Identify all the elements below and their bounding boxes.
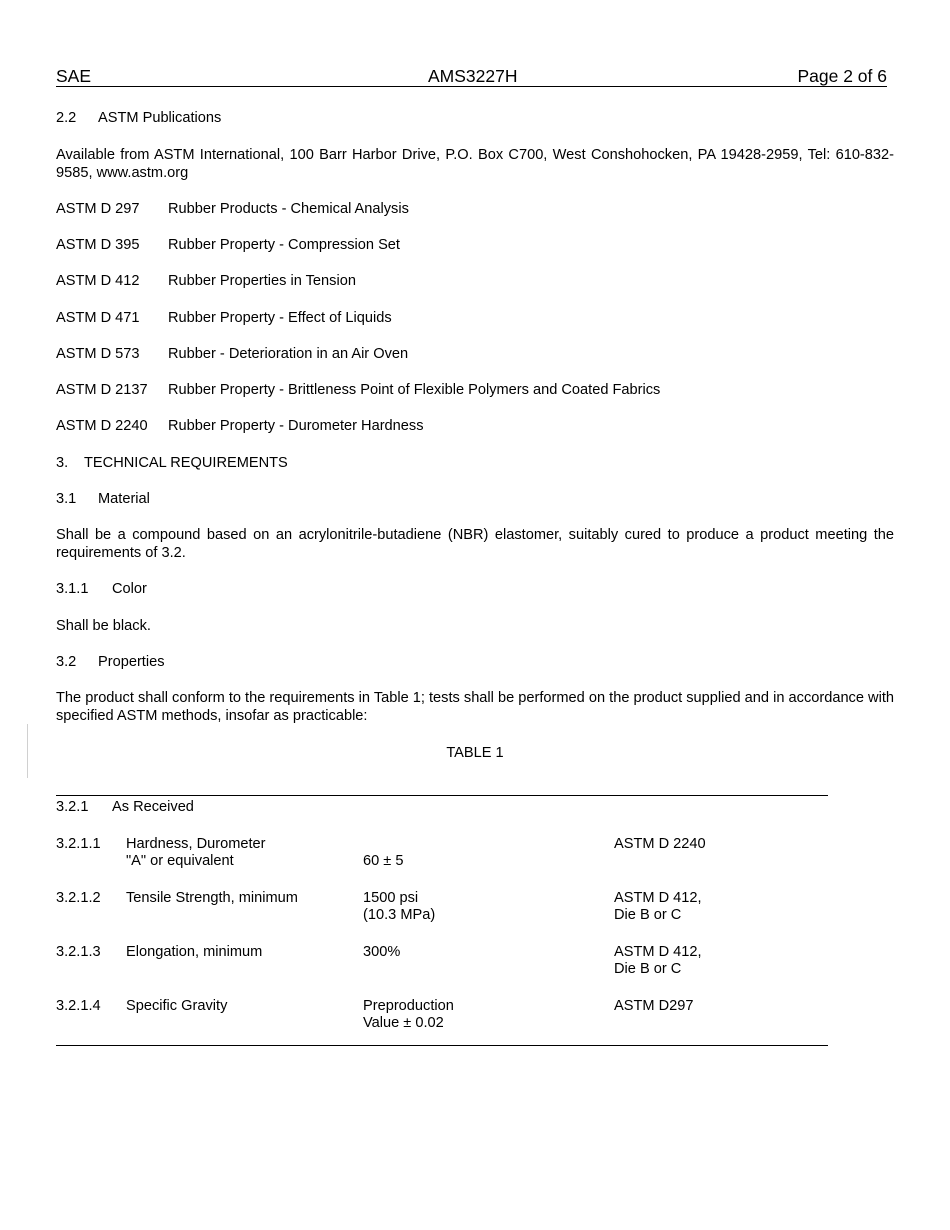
table-requirement: Preproduction xyxy=(363,998,454,1014)
table-requirement: 300% xyxy=(363,944,401,960)
ref-title: Rubber Products - Chemical Analysis xyxy=(168,201,409,217)
header-org: SAE xyxy=(56,66,92,86)
table-requirement: (10.3 MPa) xyxy=(363,907,436,923)
header-doc-number: AMS3227H xyxy=(428,66,518,86)
section-number-3-2: 3.2 xyxy=(56,654,77,670)
section-title-3-1: Material xyxy=(98,491,150,507)
table-property: Elongation, minimum xyxy=(126,944,263,960)
table-method: Die B or C xyxy=(614,961,682,977)
ref-code: ASTM D 573 xyxy=(56,346,140,362)
section-title-3: TECHNICAL REQUIREMENTS xyxy=(84,455,288,471)
section-title-2-2: ASTM Publications xyxy=(98,110,222,126)
section-title-3-1-1: Color xyxy=(112,581,147,597)
ref-code: ASTM D 412 xyxy=(56,273,140,289)
ref-title: Rubber Property - Effect of Liquids xyxy=(168,310,392,326)
table-group-number: 3.2.1 xyxy=(56,799,89,815)
ref-code: ASTM D 395 xyxy=(56,237,140,253)
header-rule xyxy=(56,86,887,87)
ref-title: Rubber Properties in Tension xyxy=(168,273,356,289)
table-method: ASTM D 412, xyxy=(614,944,702,960)
ref-title: Rubber Property - Durometer Hardness xyxy=(168,418,424,434)
color-paragraph: Shall be black. xyxy=(56,618,151,634)
section-number-3-1: 3.1 xyxy=(56,491,77,507)
table-method: ASTM D297 xyxy=(614,998,694,1014)
table-property: Tensile Strength, minimum xyxy=(126,890,298,906)
header-page: Page 2 of 6 xyxy=(797,66,887,86)
section-title-3-2: Properties xyxy=(98,654,165,670)
table-property: Hardness, Durometer xyxy=(126,836,266,852)
table-bottom-rule xyxy=(56,1045,828,1046)
ref-title: Rubber Property - Brittleness Point of Flexible Polymers and Coated Fabrics xyxy=(168,382,661,398)
table-method: Die B or C xyxy=(614,907,682,923)
table-title: TABLE 1 xyxy=(446,745,504,761)
ref-title: Rubber Property - Compression Set xyxy=(168,237,400,253)
table-property: Specific Gravity xyxy=(126,998,228,1014)
table-requirement: 1500 psi xyxy=(363,890,419,906)
table-row-number: 3.2.1.2 xyxy=(56,890,101,906)
table-property: "A" or equivalent xyxy=(126,853,234,869)
ref-code: ASTM D 297 xyxy=(56,201,140,217)
section-number-2-2: 2.2 xyxy=(56,110,77,126)
section-number-3-1-1: 3.1.1 xyxy=(56,581,89,597)
table-requirement: Value ± 0.02 xyxy=(363,1015,444,1031)
table-requirement: 60 ± 5 xyxy=(363,853,404,869)
ref-code: ASTM D 2240 xyxy=(56,418,148,434)
table-row-number: 3.2.1.1 xyxy=(56,836,101,852)
table-row-number: 3.2.1.4 xyxy=(56,998,101,1014)
properties-paragraph: The product shall conform to the requirements in Table 1; tests shall be performed on the product supplied and in accordance with specified ASTM methods, insofar as practicable: xyxy=(56,690,894,724)
table-row-number: 3.2.1.3 xyxy=(56,944,101,960)
table-method: ASTM D 2240 xyxy=(614,836,706,852)
material-paragraph: Shall be a compound based on an acrylonitrile-butadiene (NBR) elastomer, suitably cured to produce a product meeting the requirements of 3.2. xyxy=(56,527,894,561)
section-number-3: 3. xyxy=(56,455,69,471)
table-top-rule xyxy=(56,795,828,796)
table-group-title: As Received xyxy=(112,799,194,815)
ref-code: ASTM D 471 xyxy=(56,310,140,326)
ref-title: Rubber - Deterioration in an Air Oven xyxy=(168,346,409,362)
table-method: ASTM D 412, xyxy=(614,890,702,906)
availability-paragraph: Available from ASTM International, 100 Barr Harbor Drive, P.O. Box C700, West Conshohocken, PA 19428-2959, Tel: 610-832-9585, www.astm.org xyxy=(56,147,894,181)
ref-code: ASTM D 2137 xyxy=(56,382,148,398)
